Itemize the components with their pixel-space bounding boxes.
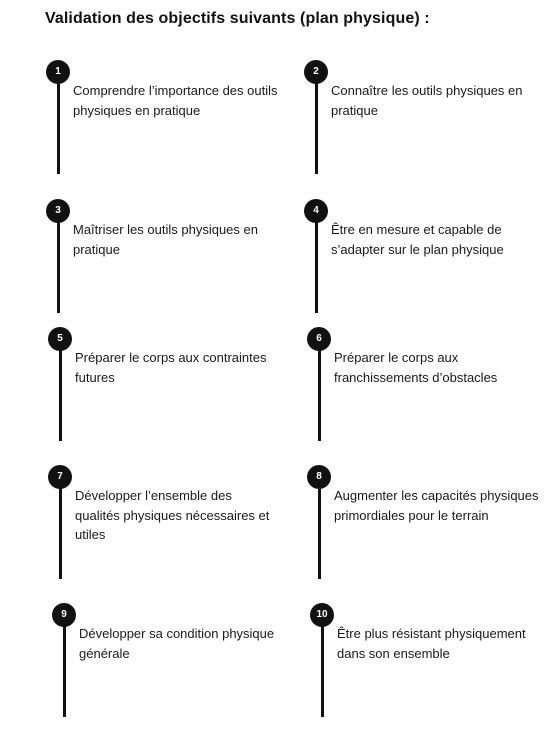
objective-number-badge: 10 — [310, 603, 334, 627]
objective-item-4 — [304, 199, 544, 319]
objective-item-3 — [46, 199, 286, 319]
timeline-stem — [57, 213, 60, 313]
objective-item-1 — [46, 60, 286, 180]
objective-number-badge: 5 — [48, 327, 72, 351]
timeline-stem — [321, 617, 324, 717]
objective-number-badge: 2 — [304, 60, 328, 84]
objective-item-7 — [48, 465, 288, 585]
objective-text: Développer l’ensemble des qualités physiques nécessaires et utiles — [75, 488, 270, 542]
objective-item-5 — [48, 327, 288, 447]
objective-item-10 — [310, 603, 547, 723]
timeline-stem — [315, 213, 318, 313]
timeline-stem — [315, 74, 318, 174]
objective-number-badge: 8 — [307, 465, 331, 489]
timeline-stem — [59, 479, 62, 579]
objective-text: Préparer le corps aux franchissements d’obstacles — [334, 350, 498, 385]
objective-text: Comprendre l’importance des outils physiques en pratique — [73, 83, 278, 118]
objective-number-badge: 1 — [46, 60, 70, 84]
objective-number-badge: 4 — [304, 199, 328, 223]
objective-text: Être en mesure et capable de s’adapter sur le plan physique — [331, 222, 504, 257]
timeline-stem — [318, 341, 321, 441]
timeline-stem — [318, 479, 321, 579]
objective-number-badge: 9 — [52, 603, 76, 627]
timeline-stem — [63, 617, 66, 717]
objective-text: Être plus résistant physiquement dans son ensemble — [337, 626, 526, 661]
objective-item-6 — [307, 327, 547, 447]
objective-text: Augmenter les capacités physiques primordiales pour le terrain — [334, 488, 539, 523]
objective-text: Maîtriser les outils physiques en pratique — [73, 222, 258, 257]
objective-item-2 — [304, 60, 544, 180]
objective-number-badge: 7 — [48, 465, 72, 489]
objective-item-9 — [52, 603, 292, 723]
timeline-stem — [57, 74, 60, 174]
objective-text: Préparer le corps aux contraintes futures — [75, 350, 267, 385]
page-title: Validation des objectifs suivants (plan physique) : — [45, 10, 430, 27]
objective-text: Développer sa condition physique générale — [79, 626, 275, 661]
objective-item-8 — [307, 465, 547, 585]
timeline-stem — [59, 341, 62, 441]
objective-text: Connaître les outils physiques en pratique — [331, 83, 523, 118]
objective-number-badge: 3 — [46, 199, 70, 223]
objective-number-badge: 6 — [307, 327, 331, 351]
